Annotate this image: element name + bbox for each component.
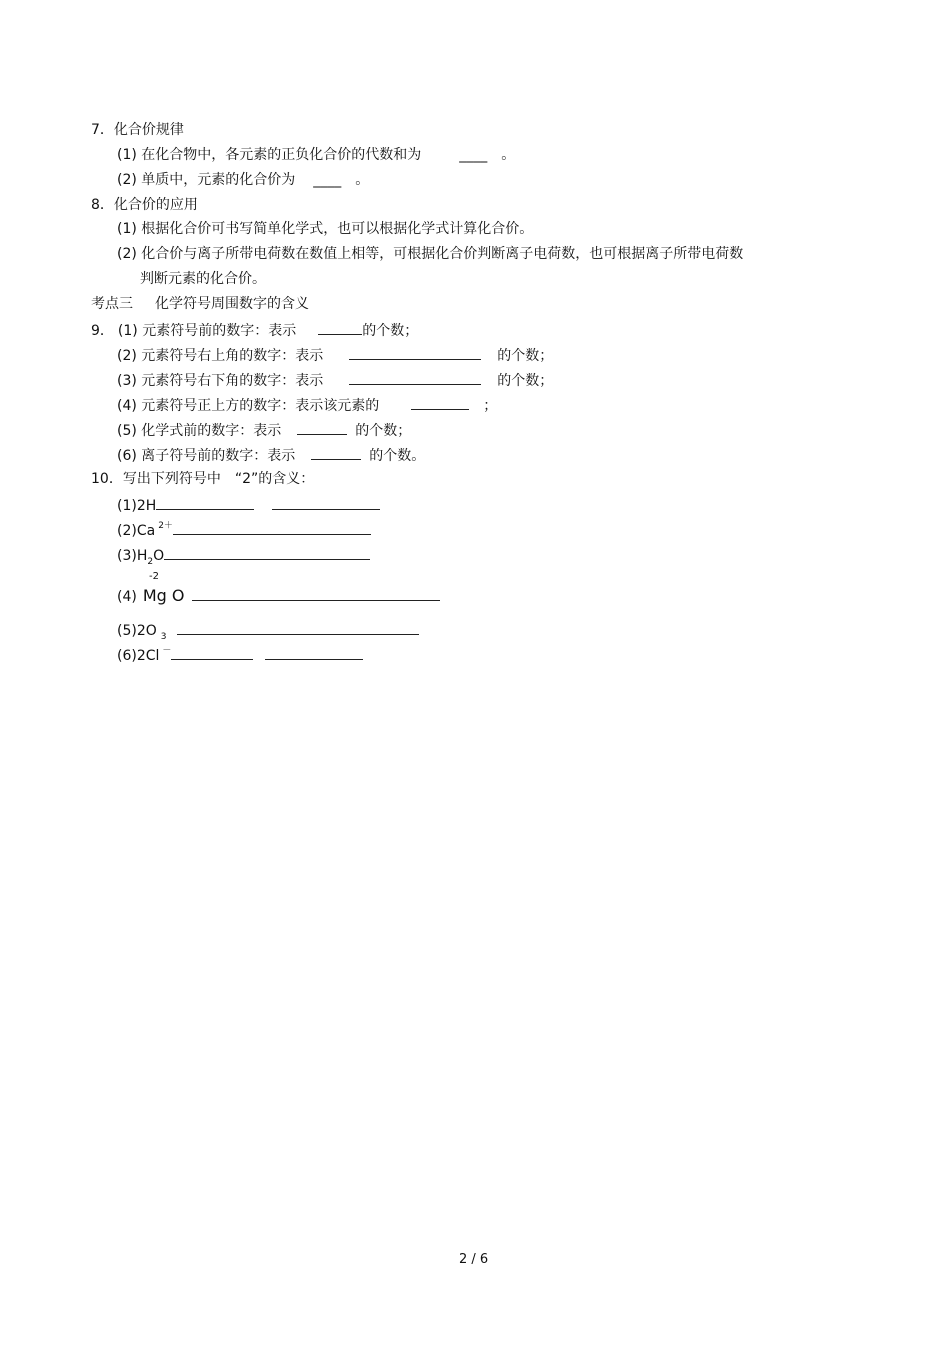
answer-blank	[297, 421, 347, 435]
section-10-item-4	[117, 587, 440, 606]
exam-point-3	[91, 295, 309, 313]
section-9-item-1-end: 的个数；	[362, 323, 419, 339]
section-9-item-5-end: 的个数；	[355, 423, 412, 439]
symbol-Ca: (2)Ca	[117, 523, 156, 539]
charge-superscript: －	[162, 646, 172, 656]
section-8-item-2: (2) 化合价与离子所带电荷数在数值上相等，可根据化合价判断离子电荷数，也可根据离子所带电荷数	[117, 246, 744, 262]
answer-blank	[177, 621, 419, 635]
answer-blank	[411, 396, 469, 410]
section-7-item-1	[117, 146, 515, 164]
symbol-2Cl: (6)2Cl	[117, 648, 160, 664]
symbol-2H: (1)2H	[117, 498, 157, 514]
charge-superscript: 2＋	[158, 521, 173, 531]
section-9-item-5-text: (5) 化学式前的数字：表示	[117, 423, 282, 439]
section-9-item-3-end: 的个数；	[497, 373, 554, 389]
section-7-item-1-blank: ____	[459, 147, 488, 163]
section-10-item-2	[117, 521, 371, 542]
answer-blank	[318, 321, 362, 335]
section-9-item-4-text: (4) 元素符号正上方的数字：表示该元素的	[117, 398, 380, 414]
section-9-item-4-end: ；	[483, 398, 498, 414]
page-number: 2 / 6	[459, 1252, 489, 1267]
section-9-item-6	[117, 446, 425, 465]
section-8-title: 8．化合价的应用	[91, 197, 198, 213]
section-10-item-6	[117, 646, 363, 667]
answer-blank	[349, 346, 481, 360]
symbol-MgO: Mg O	[142, 586, 185, 605]
section-7-item-2	[117, 171, 369, 189]
section-7-item-2-blank: ____	[313, 172, 342, 188]
symbol-O: O	[153, 548, 165, 564]
valence-mark: -2	[149, 571, 159, 582]
section-9-item-6-text: (6) 离子符号前的数字：表示	[117, 448, 296, 464]
section-9-item-5	[117, 421, 411, 440]
section-9-item-3-text: (3) 元素符号右下角的数字：表示	[117, 373, 324, 389]
symbol-2O: (5)2O	[117, 623, 157, 639]
exam-point-title: 化学符号周围数字的含义	[155, 296, 309, 312]
section-9-item-1	[91, 321, 418, 340]
exam-point-label: 考点三	[91, 296, 133, 312]
answer-blank	[272, 496, 380, 510]
symbol-H: (3)H	[117, 548, 148, 564]
answer-blank	[349, 371, 481, 385]
subscript: 3	[160, 632, 167, 642]
answer-blank	[164, 546, 370, 560]
section-8-item-1: (1) 根据化合价可书写简单化学式，也可以根据化学式计算化合价。	[117, 221, 534, 237]
subscript: 2	[147, 557, 154, 567]
answer-blank	[173, 521, 371, 535]
section-9-number: 9．	[91, 323, 114, 339]
section-9-item-2-text: (2) 元素符号右上角的数字：表示	[117, 348, 324, 364]
section-7-item-2-text: (2) 单质中，元素的化合价为	[117, 172, 296, 188]
section-9-item-6-end: 的个数。	[369, 448, 426, 464]
answer-blank	[156, 496, 254, 510]
answer-blank	[171, 646, 253, 660]
section-10-item-1	[117, 496, 380, 515]
section-7-item-2-end: 。	[355, 172, 370, 188]
answer-blank	[311, 446, 361, 460]
section-10-item-5	[117, 621, 419, 642]
item-4-label: (4)	[117, 589, 137, 605]
section-7-title: 7．化合价规律	[91, 122, 184, 138]
answer-blank	[265, 646, 363, 660]
section-9-item-2-end: 的个数；	[497, 348, 554, 364]
section-8-item-2-continued: 判断元素的化合价。	[140, 271, 266, 287]
section-10-item-3	[117, 546, 370, 567]
section-9-item-2	[117, 346, 553, 365]
section-9-item-1-text: (1) 元素符号前的数字：表示	[117, 323, 297, 339]
section-9-item-3	[117, 371, 553, 390]
section-10-title: 10．写出下列符号中 “2”的含义：	[91, 471, 315, 487]
section-9-item-4	[117, 396, 497, 415]
section-7-item-1-text: (1) 在化合物中，各元素的正负化合价的代数和为	[117, 147, 422, 163]
answer-blank	[192, 587, 440, 601]
section-7-item-1-end: 。	[501, 147, 516, 163]
